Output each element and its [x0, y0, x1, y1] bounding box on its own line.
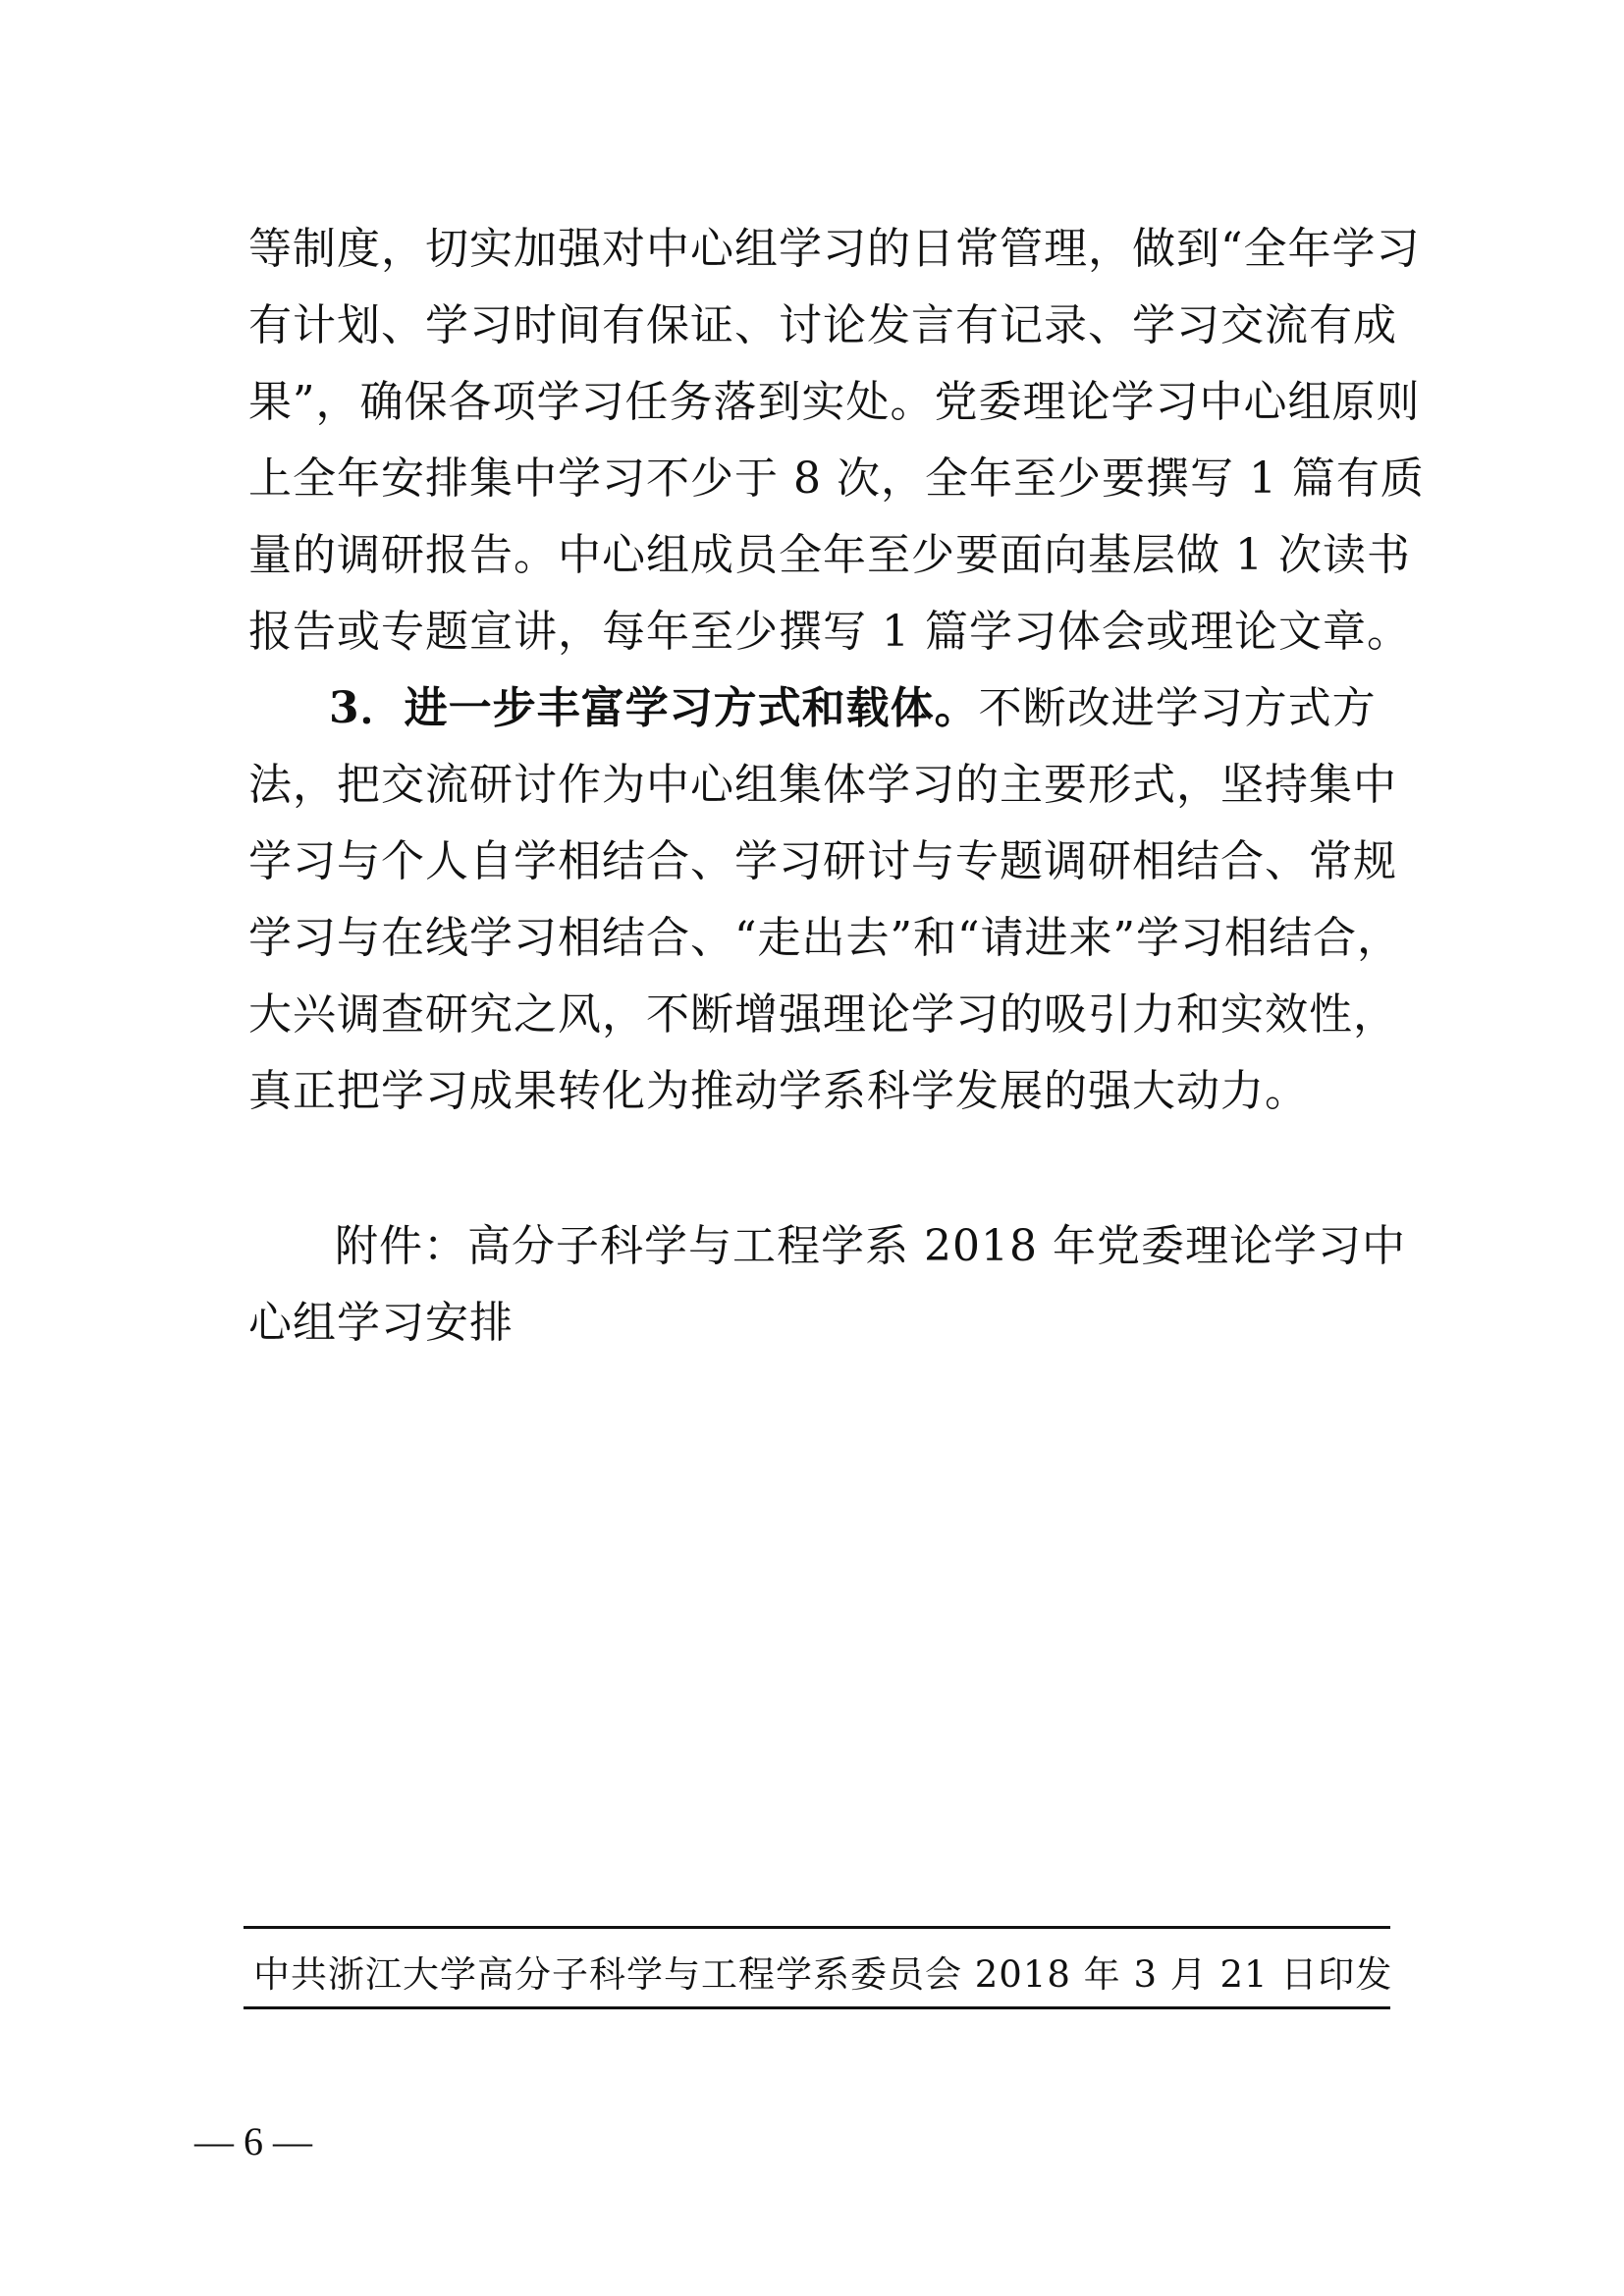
attachment-line-1: 附件：高分子科学与工程学系 2018 年党委理论学习中	[335, 1221, 1406, 1271]
item-3-line-3: 学习与个人自学相结合、学习研讨与专题调研相结合、常规	[248, 836, 1397, 886]
body-line-1: 等制度，切实加强对中心组学习的日常管理，做到“全年学习	[248, 224, 1421, 274]
body-line-5: 量的调研报告。中心组成员全年至少要面向基层做 1 次读书	[248, 530, 1411, 580]
item-3-line-4: 学习与在线学习相结合、“走出去”和“请进来”学习相结合，	[248, 913, 1401, 963]
body-line-3: 果”，确保各项学习任务落到实处。党委理论学习中心组原则	[248, 377, 1421, 427]
footer-bottom-rule	[244, 2006, 1390, 2009]
item-3-first-line	[329, 683, 1377, 734]
item-3-line-5: 大兴调查研究之风，不断增强理论学习的吸引力和实效性，	[248, 989, 1397, 1040]
body-line-6: 报告或专题宣讲，每年至少撰写 1 篇学习体会或理论文章。	[248, 607, 1411, 657]
attachment-line-2: 心组学习安排	[248, 1298, 514, 1348]
item-3-heading: 3．进一步丰富学习方式和载体。	[329, 683, 979, 733]
footer-top-rule	[244, 1926, 1390, 1929]
footer-issuer-line: 中共浙江大学高分子科学与工程学系委员会 2018 年 3 月 21 日印发	[253, 1953, 1393, 1996]
page-number: — 6 —	[194, 2119, 312, 2163]
item-3-line-6: 真正把学习成果转化为推动学系科学发展的强大动力。	[248, 1066, 1309, 1116]
item-3-line-2: 法，把交流研讨作为中心组集体学习的主要形式，坚持集中	[248, 760, 1397, 810]
body-line-4: 上全年安排集中学习不少于 8 次，全年至少要撰写 1 篇有质	[248, 454, 1425, 504]
item-3-first-line-rest: 不断改进学习方式方	[978, 683, 1377, 733]
body-line-2: 有计划、学习时间有保证、讨论发言有记录、学习交流有成	[248, 300, 1397, 350]
